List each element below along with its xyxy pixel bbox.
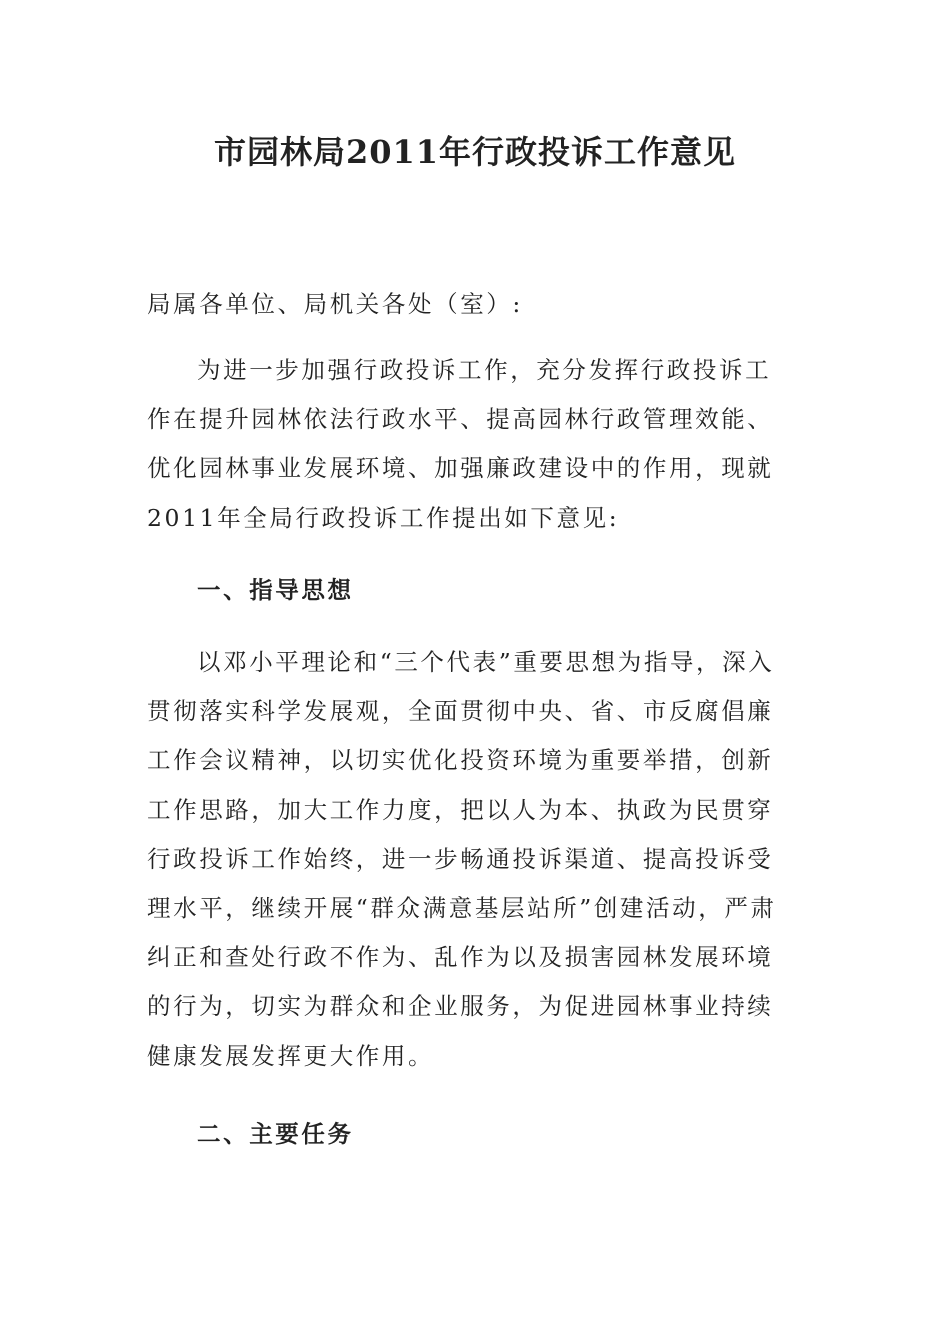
intro-paragraph: 为进一步加强行政投诉工作，充分发挥行政投诉工作在提升园林依法行政水平、提高园林行政管理效能、优化园林事业发展环境、加强廉政建设中的作用，现就2011年全局行政投诉工作提出如下意见: — [147, 356, 774, 532]
guiding-ideology-paragraph: 以邓小平理论和“三个代表”重要思想为指导，深入贯彻落实科学发展观，全面贯彻中央、省、市反腐倡廉工作会议精神，以切实优化投资环境为重要举措，创新工作思路，加大工作力度，把以人为本、执政为民贯穿行政投诉工作始终，进一步畅通投诉渠道、提高投诉受理水平，继续开展“群众满意基层站所”创建活动，严肃纠正和查处行政不作为、乱作为以及损害园林发展环境的行为，切实为群众和企业服务，为促进园林事业持续健康发展发挥更大作用。 — [147, 648, 777, 1070]
section-heading-main-tasks: 二、主要任务 — [197, 1120, 354, 1148]
section-heading-guiding-ideology: 一、指导思想 — [197, 576, 354, 604]
salutation: 局属各单位、局机关各处（室）: — [147, 290, 523, 318]
document-title: 市园林局2011年行政投诉工作意见 — [213, 133, 737, 171]
